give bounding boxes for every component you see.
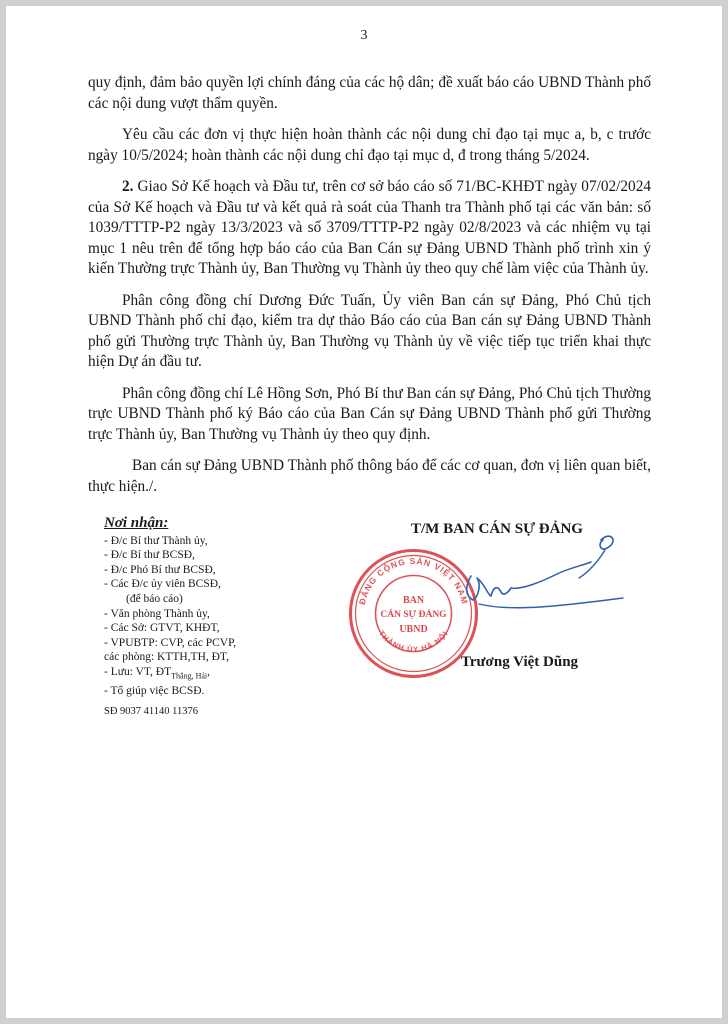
recipient-item: - VPUBTP: CVP, các PCVP, xyxy=(104,636,237,649)
page-number: 3 xyxy=(360,28,368,43)
document-page xyxy=(6,6,722,1018)
stamp-line-3: UBND xyxy=(399,624,428,635)
document-code: SĐ 9037 41140 11376 xyxy=(104,706,199,718)
item-number: 2. xyxy=(122,178,134,195)
recipient-item: - Đ/c Phó Bí thư BCSĐ, xyxy=(104,563,216,576)
recipient-item: - Các Đ/c ủy viên BCSĐ, xyxy=(104,578,221,591)
handwritten-signature xyxy=(451,526,631,646)
stamp-line-1: BAN xyxy=(402,595,425,606)
signature-title: T/M BAN CÁN SỰ ĐẢNG xyxy=(411,521,583,537)
paragraph-2: Yêu cầu các đơn vị thực hiện hoàn thành các nội dung chỉ đạo tại mục a, b, c trước ngày 10/5/2024; hoàn thành các nội dung chỉ đạo tại mục d, đ trong tháng 5/2024. xyxy=(88,126,651,164)
archive-suffix: , xyxy=(207,665,211,678)
paragraph-3-text: Giao Sở Kế hoạch và Đầu tư, trên cơ sở báo cáo số 71/BC-KHĐT ngày 07/02/2024 của Sở Kế hoạch và Đầu tư và kết quả rà soát của Thanh tra Thành phố tại các văn bản: số 1039/TTTP-P2 ngày 13/3/2023 và số 3709/TTTP-P2 ngày 02/8/2023 và các nhiệm vụ tại mục 1 nêu trên để tổng hợp báo cáo của Ban Cán sự Đảng UBND Thành phố trình xin ý kiến Thường trực Thành ủy, Ban Thường vụ Thành ủy theo quy chế làm việc của Thành ủy. xyxy=(88,178,651,277)
stamp-ring-bottom: THÀNH ỦY HÀ NỘI xyxy=(376,628,451,654)
archive-initials: Thắng, Hải xyxy=(171,671,208,681)
document-body xyxy=(88,73,651,508)
recipient-item: - Văn phòng Thành ủy, xyxy=(104,607,210,620)
recipients-block xyxy=(104,516,344,720)
recipient-archive xyxy=(104,665,344,684)
recipient-item: - Đ/c Bí thư BCSĐ, xyxy=(104,549,195,562)
paragraph-1: quy định, đảm bảo quyền lợi chính đáng của các hộ dân; đề xuất báo cáo UBND Thành phố các nội dung vượt thẩm quyền. xyxy=(88,74,651,112)
stamp-ring-top: ĐẢNG CỘNG SẢN VIỆT NAM xyxy=(356,555,471,606)
stamp-line-2: CÁN SỰ ĐẢNG xyxy=(380,610,447,620)
paragraph-6: Ban cán sự Đảng UBND Thành phố thông báo để các cơ quan, đơn vị liên quan biết, thực hiện./. xyxy=(88,457,651,495)
recipients-title: Nơi nhận: xyxy=(104,515,169,531)
signer-name: Trương Việt Dũng xyxy=(461,654,579,670)
recipient-item: - Tổ giúp việc BCSĐ. xyxy=(104,684,205,697)
paragraph-3 xyxy=(88,177,651,280)
paragraph-4: Phân công đồng chí Dương Đức Tuấn, Ủy viên Ban cán sự Đảng, Phó Chủ tịch UBND Thành phố chỉ đạo, kiểm tra dự thảo Báo cáo của Ban cán sự Đảng UBND Thành phố gửi Thường trực Thành ủy, Ban Thường vụ Thành ủy về việc tiếp tục triển khai thực hiện Dự án đầu tư. xyxy=(88,291,651,370)
recipient-item: các phòng: KTTH,TH, ĐT, xyxy=(104,651,229,664)
recipient-item: - Các Sở: GTVT, KHĐT, xyxy=(104,622,220,635)
recipient-item: - Đ/c Bí thư Thành ủy, xyxy=(104,534,208,547)
recipient-note: (để báo cáo) xyxy=(126,592,183,605)
archive-prefix: - Lưu: VT, ĐT xyxy=(104,665,172,678)
paragraph-5: Phân công đồng chí Lê Hồng Sơn, Phó Bí thư Ban cán sự Đảng, Phó Chủ tịch Thường trực UBND Thành phố ký Báo cáo của Ban Cán sự Đảng UBND Thành phố gửi Thường trực Thành ủy, Ban Thường vụ Thành ủy theo quy định. xyxy=(88,384,651,443)
